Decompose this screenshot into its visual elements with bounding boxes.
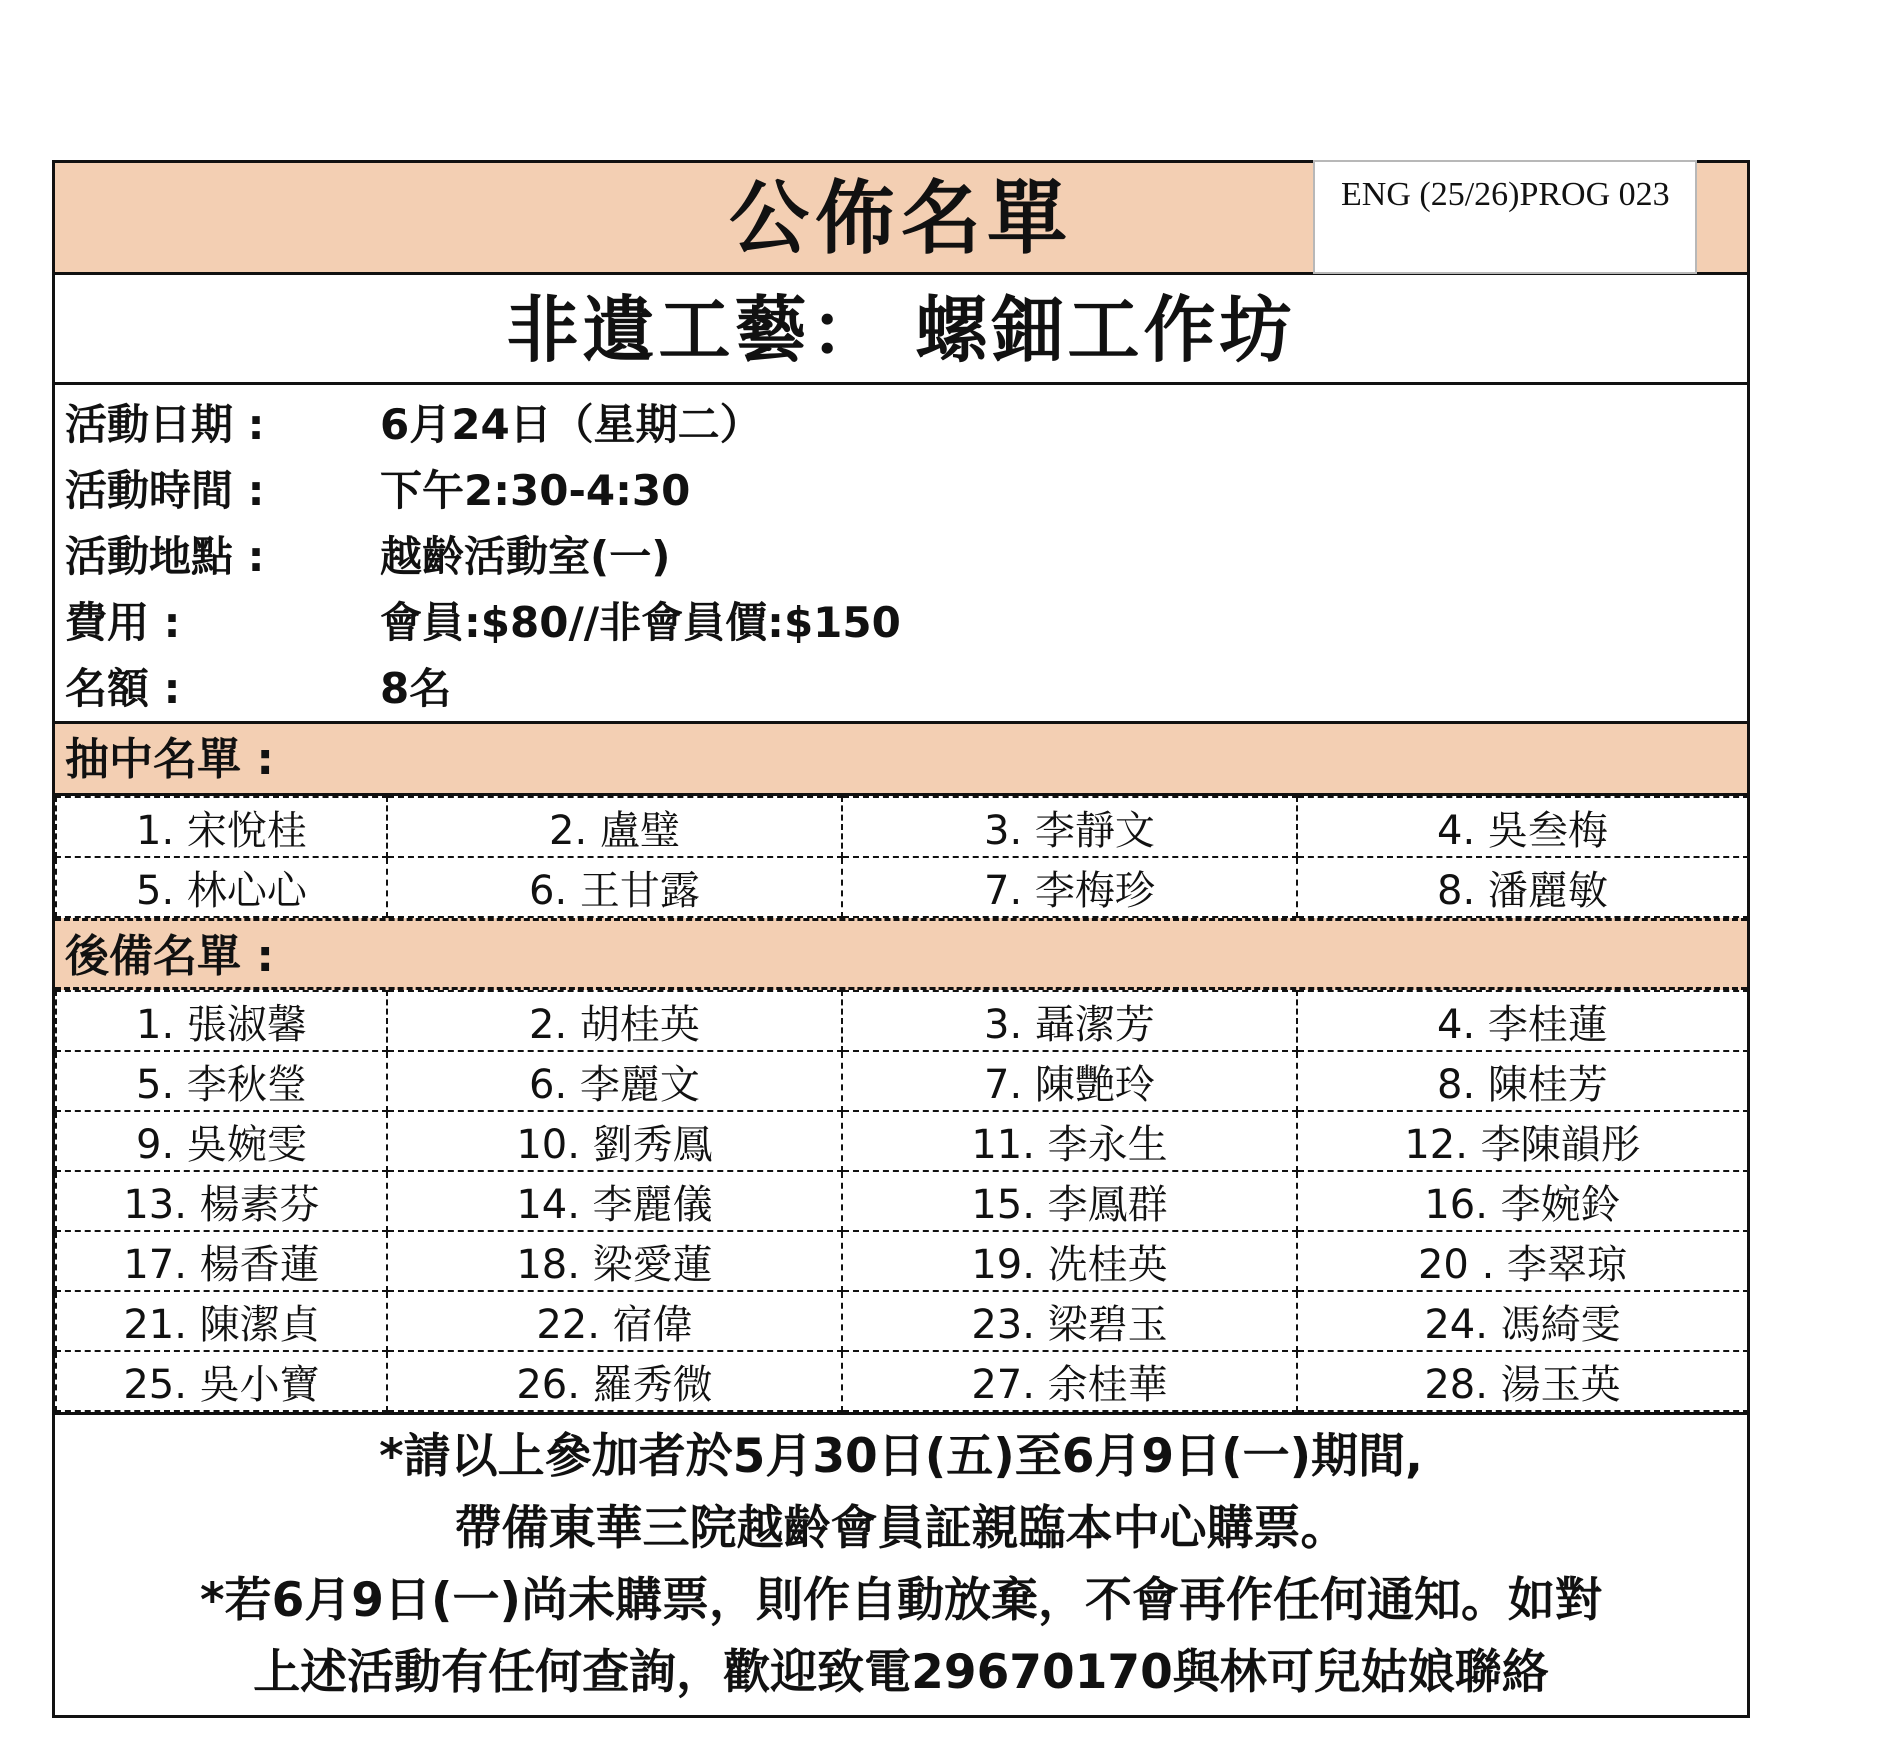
name-cell: 24. 馮綺雯 bbox=[1297, 1291, 1748, 1351]
name-cell: 3. 聶潔芳 bbox=[842, 991, 1297, 1051]
info-row-time bbox=[55, 455, 1747, 521]
name-cell: 4. 吳叁梅 bbox=[1297, 797, 1748, 857]
quota-label: 名額 : bbox=[65, 664, 181, 713]
date-label: 活動日期 : bbox=[65, 400, 265, 449]
table-row bbox=[56, 1351, 1748, 1411]
name-cell: 2. 胡桂英 bbox=[387, 991, 842, 1051]
activity-title: 非遺工藝： 螺鈿工作坊 bbox=[55, 275, 1747, 385]
name-cell: 16. 李婉鈴 bbox=[1297, 1171, 1748, 1231]
name-cell: 6. 王甘露 bbox=[387, 857, 842, 917]
selected-heading: 抽中名單 : bbox=[55, 724, 1747, 796]
name-cell: 12. 李陳韻彤 bbox=[1297, 1111, 1748, 1171]
name-cell: 2. 盧璧 bbox=[387, 797, 842, 857]
notice-sheet bbox=[52, 160, 1750, 1718]
name-cell: 26. 羅秀微 bbox=[387, 1351, 842, 1411]
date-value: 6月24日（星期二） bbox=[380, 400, 762, 449]
waitlist-heading: 後備名單 : bbox=[55, 918, 1747, 990]
table-row bbox=[56, 797, 1748, 857]
name-cell: 4. 李桂蓮 bbox=[1297, 991, 1748, 1051]
footer-line: 帶備東華三院越齡會員証親臨本中心購票。 bbox=[454, 1501, 1348, 1556]
time-value: 下午2:30-4:30 bbox=[380, 466, 691, 515]
name-cell: 5. 李秋瑩 bbox=[56, 1051, 387, 1111]
name-cell: 27. 余桂華 bbox=[842, 1351, 1297, 1411]
info-row-fee bbox=[55, 587, 1747, 653]
info-row-venue bbox=[55, 521, 1747, 587]
page-title: 公佈名單 bbox=[729, 172, 1073, 265]
name-cell: 17. 楊香蓮 bbox=[56, 1231, 387, 1291]
info-row-quota bbox=[55, 653, 1747, 719]
info-row-date bbox=[55, 389, 1747, 455]
name-cell: 5. 林心心 bbox=[56, 857, 387, 917]
name-cell: 8. 潘麗敏 bbox=[1297, 857, 1748, 917]
name-cell: 6. 李麗文 bbox=[387, 1051, 842, 1111]
fee-label: 費用 : bbox=[65, 598, 181, 647]
name-cell: 23. 梁碧玉 bbox=[842, 1291, 1297, 1351]
footer-line: *請以上參加者於5月30日(五)至6月9日(一)期間, bbox=[379, 1429, 1423, 1484]
table-row bbox=[56, 1291, 1748, 1351]
fee-value: 會員:$80//非會員價:$150 bbox=[380, 598, 901, 647]
name-cell: 22. 宿偉 bbox=[387, 1291, 842, 1351]
name-cell: 1. 宋悅桂 bbox=[56, 797, 387, 857]
name-cell: 20 . 李翠琼 bbox=[1297, 1231, 1748, 1291]
name-cell: 3. 李靜文 bbox=[842, 797, 1297, 857]
activity-info bbox=[55, 385, 1747, 724]
name-cell: 8. 陳桂芳 bbox=[1297, 1051, 1748, 1111]
name-cell: 19. 冼桂英 bbox=[842, 1231, 1297, 1291]
table-row bbox=[56, 1111, 1748, 1171]
waitlist-table bbox=[55, 990, 1749, 1412]
name-cell: 14. 李麗儀 bbox=[387, 1171, 842, 1231]
table-row bbox=[56, 991, 1748, 1051]
name-cell: 21. 陳潔貞 bbox=[56, 1291, 387, 1351]
name-cell: 9. 吳婉雯 bbox=[56, 1111, 387, 1171]
name-cell: 25. 吳小寶 bbox=[56, 1351, 387, 1411]
header-band bbox=[55, 163, 1747, 275]
name-cell: 13. 楊素芬 bbox=[56, 1171, 387, 1231]
time-label: 活動時間 : bbox=[65, 466, 265, 515]
name-cell: 7. 陳艷玲 bbox=[842, 1051, 1297, 1111]
venue-label: 活動地點 : bbox=[65, 532, 265, 581]
venue-value: 越齡活動室(一) bbox=[380, 532, 671, 581]
name-cell: 7. 李梅珍 bbox=[842, 857, 1297, 917]
name-cell: 1. 張淑馨 bbox=[56, 991, 387, 1051]
table-row bbox=[56, 1051, 1748, 1111]
table-row bbox=[56, 857, 1748, 917]
name-cell: 18. 梁愛蓮 bbox=[387, 1231, 842, 1291]
table-row bbox=[56, 1231, 1748, 1291]
name-cell: 11. 李永生 bbox=[842, 1111, 1297, 1171]
quota-value: 8名 bbox=[380, 664, 452, 713]
footer-line: *若6月9日(一)尚未購票，則作自動放棄，不會再作任何通知。如對 bbox=[200, 1573, 1602, 1628]
program-code: ENG (25/26)PROG 023 bbox=[1313, 160, 1697, 274]
name-cell: 28. 湯玉英 bbox=[1297, 1351, 1748, 1411]
name-cell: 10. 劉秀鳳 bbox=[387, 1111, 842, 1171]
footer-line: 上述活動有任何查詢，歡迎致電29670170與林可兒姑娘聯絡 bbox=[253, 1645, 1549, 1700]
footer-notes bbox=[55, 1412, 1747, 1715]
name-cell: 15. 李鳳群 bbox=[842, 1171, 1297, 1231]
selected-table bbox=[55, 796, 1749, 918]
table-row bbox=[56, 1171, 1748, 1231]
